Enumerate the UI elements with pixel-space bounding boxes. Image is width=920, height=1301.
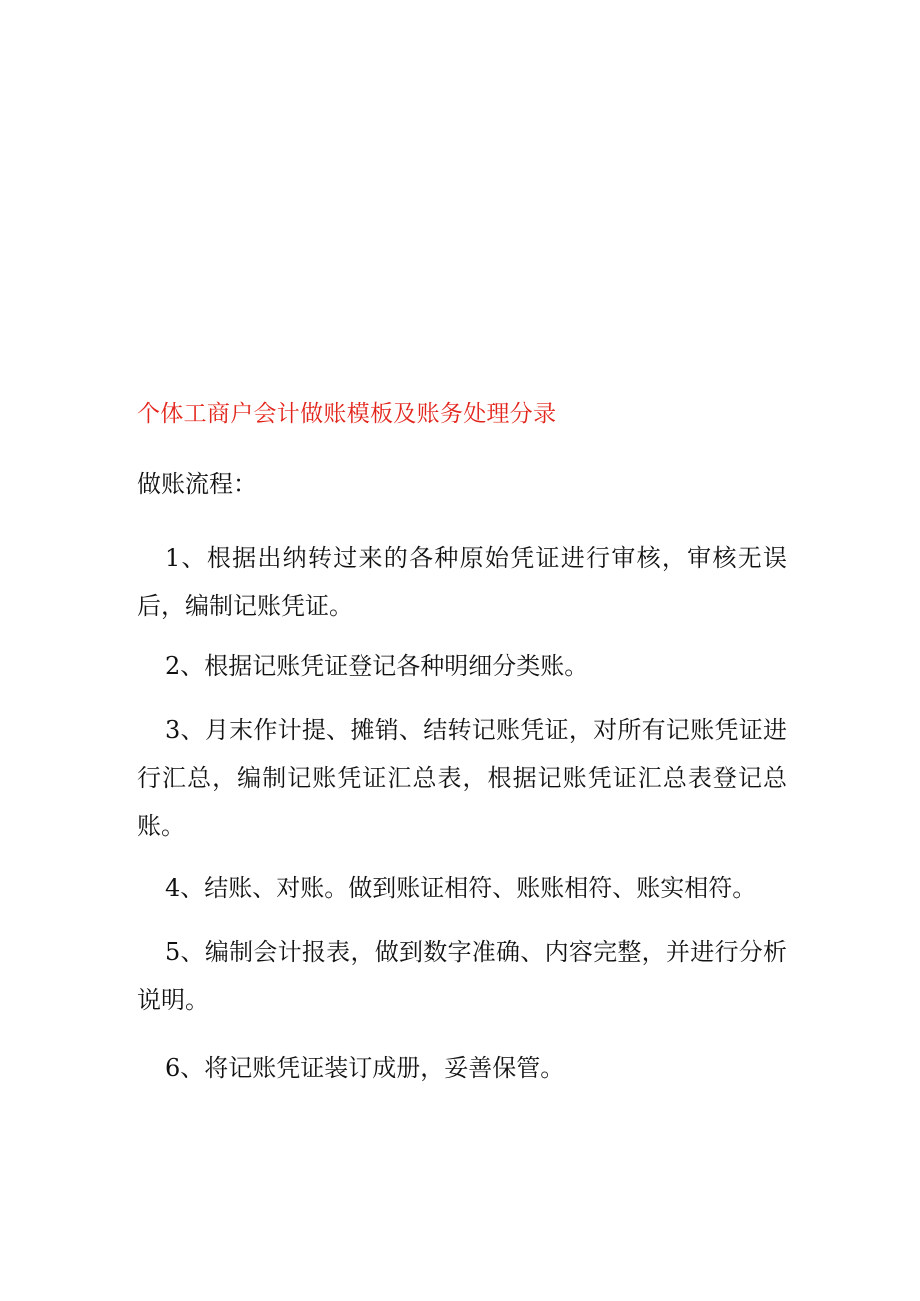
step-number: 3 — [165, 716, 181, 744]
step-text: 根据出纳转过来的各种原始凭证进行审核，审核无误后，编制记账凭证。 — [137, 544, 788, 620]
step-item-2 — [137, 642, 787, 690]
step-separator: 、 — [180, 874, 205, 902]
step-item-4 — [137, 864, 787, 912]
step-separator: 、 — [180, 938, 205, 966]
step-separator: 、 — [180, 716, 205, 744]
step-number: 2 — [165, 652, 181, 680]
document-body — [137, 398, 787, 1104]
step-item-5 — [137, 928, 787, 1024]
step-item-3 — [137, 706, 787, 850]
step-number: 4 — [165, 874, 181, 902]
step-number: 6 — [165, 1054, 181, 1082]
step-text: 根据记账凭证登记各种明细分类账。 — [204, 652, 589, 680]
step-separator: 、 — [180, 1054, 205, 1082]
step-text: 将记账凭证装订成册，妥善保管。 — [204, 1054, 565, 1082]
step-number: 1 — [165, 544, 181, 572]
step-text: 结账、对账。做到账证相符、账账相符、账实相符。 — [204, 874, 757, 902]
document-title: 个体工商户会计做账模板及账务处理分录 — [137, 401, 557, 427]
section-heading: 做账流程： — [137, 470, 257, 498]
step-number: 5 — [165, 938, 181, 966]
step-separator: 、 — [180, 652, 205, 680]
step-text: 编制会计报表，做到数字准确、内容完整，并进行分析说明。 — [137, 938, 788, 1014]
step-item-1 — [137, 534, 787, 630]
step-text: 月末作计提、摊销、结转记账凭证，对所有记账凭证进行汇总，编制记账凭证汇总表，根据记账凭证汇总表登记总账。 — [137, 716, 788, 840]
step-separator: 、 — [180, 544, 207, 572]
step-item-6 — [137, 1044, 787, 1092]
